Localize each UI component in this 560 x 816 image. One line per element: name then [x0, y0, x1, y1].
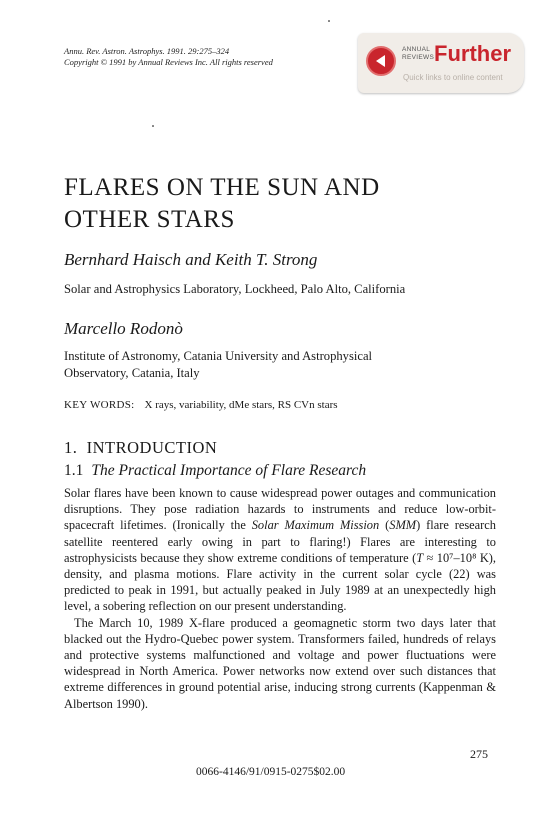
subsection-number: 1.1 [64, 462, 84, 479]
subsection-title: The Practical Importance of Flare Research [91, 462, 367, 479]
author-names-1: Bernhard Haisch and Keith T. Strong [64, 250, 318, 269]
citation-line-1: Annu. Rev. Astron. Astrophys. 1991. 29:275–324 [64, 46, 230, 56]
footer-code: 0066-4146/91/0915-0275$02.00 [196, 766, 346, 778]
quick-links-label: Quick links to online content [403, 73, 503, 82]
journal-citation [64, 46, 273, 68]
section-number: 1. [64, 438, 78, 457]
section-heading [64, 438, 217, 458]
keywords-label: KEY WORDS: [64, 399, 135, 411]
section-title: INTRODUCTION [86, 438, 218, 457]
annual-reviews-label: ANNUAL REVIEWS [402, 46, 435, 61]
body-text [64, 485, 496, 712]
title-line-1: FLARES ON THE SUN AND [64, 174, 380, 201]
scan-speck [328, 20, 330, 22]
paragraph-2: The March 10, 1989 X-flare produced a geomagnetic storm two days later that blacked out the Hydro-Quebec power system. Transformers failed, hundreds of relays and protective systems malfunctioned and voltage and power fluctuations were widespread in North America. Power networks now extend over such distances that extreme differences in ground potential arise, inducing strong currents (Kappenman & Albertson 1990). [64, 615, 496, 711]
affiliation-1: Solar and Astrophysics Laboratory, Lockheed, Palo Alto, California [64, 282, 406, 296]
scan-speck [152, 125, 154, 127]
page-number: 275 [470, 747, 488, 761]
paragraph-1: Solar flares have been known to cause widespread power outages and communication disruptions. They pose radiation hazards to instruments and reduce low-orbit-spacecraft lifetimes. (Ironically the Solar Maximum Mission (SMM) flare research satellite reentered early owing in part to flaring!) Flares are interesting to astrophysicists because they show extreme conditions of temperature (T ≈ 10⁷–10⁸ K), density, and plasma motions. Flare activity in the current solar cycle (22) was predicted to peak in 1991, but actually peaked in July 1989 at an unexpectedly high level, a sobering reflection on our present understanding. [64, 486, 496, 614]
keywords-line [64, 399, 338, 411]
author-names-2: Marcello Rodonò [64, 319, 183, 338]
keywords-values: X rays, variability, dMe stars, RS CVn stars [144, 399, 338, 411]
article-title [64, 172, 380, 236]
play-left-icon [366, 46, 396, 76]
further-label: Further [434, 41, 511, 66]
subsection-heading [64, 462, 366, 480]
affiliation-2: Institute of Astronomy, Catania University and Astrophysical Observatory, Catania, Italy [64, 349, 373, 380]
further-links-banner[interactable] [358, 33, 524, 93]
citation-line-2: Copyright © 1991 by Annual Reviews Inc. All rights reserved [64, 57, 273, 67]
title-line-2: OTHER STARS [64, 206, 235, 233]
